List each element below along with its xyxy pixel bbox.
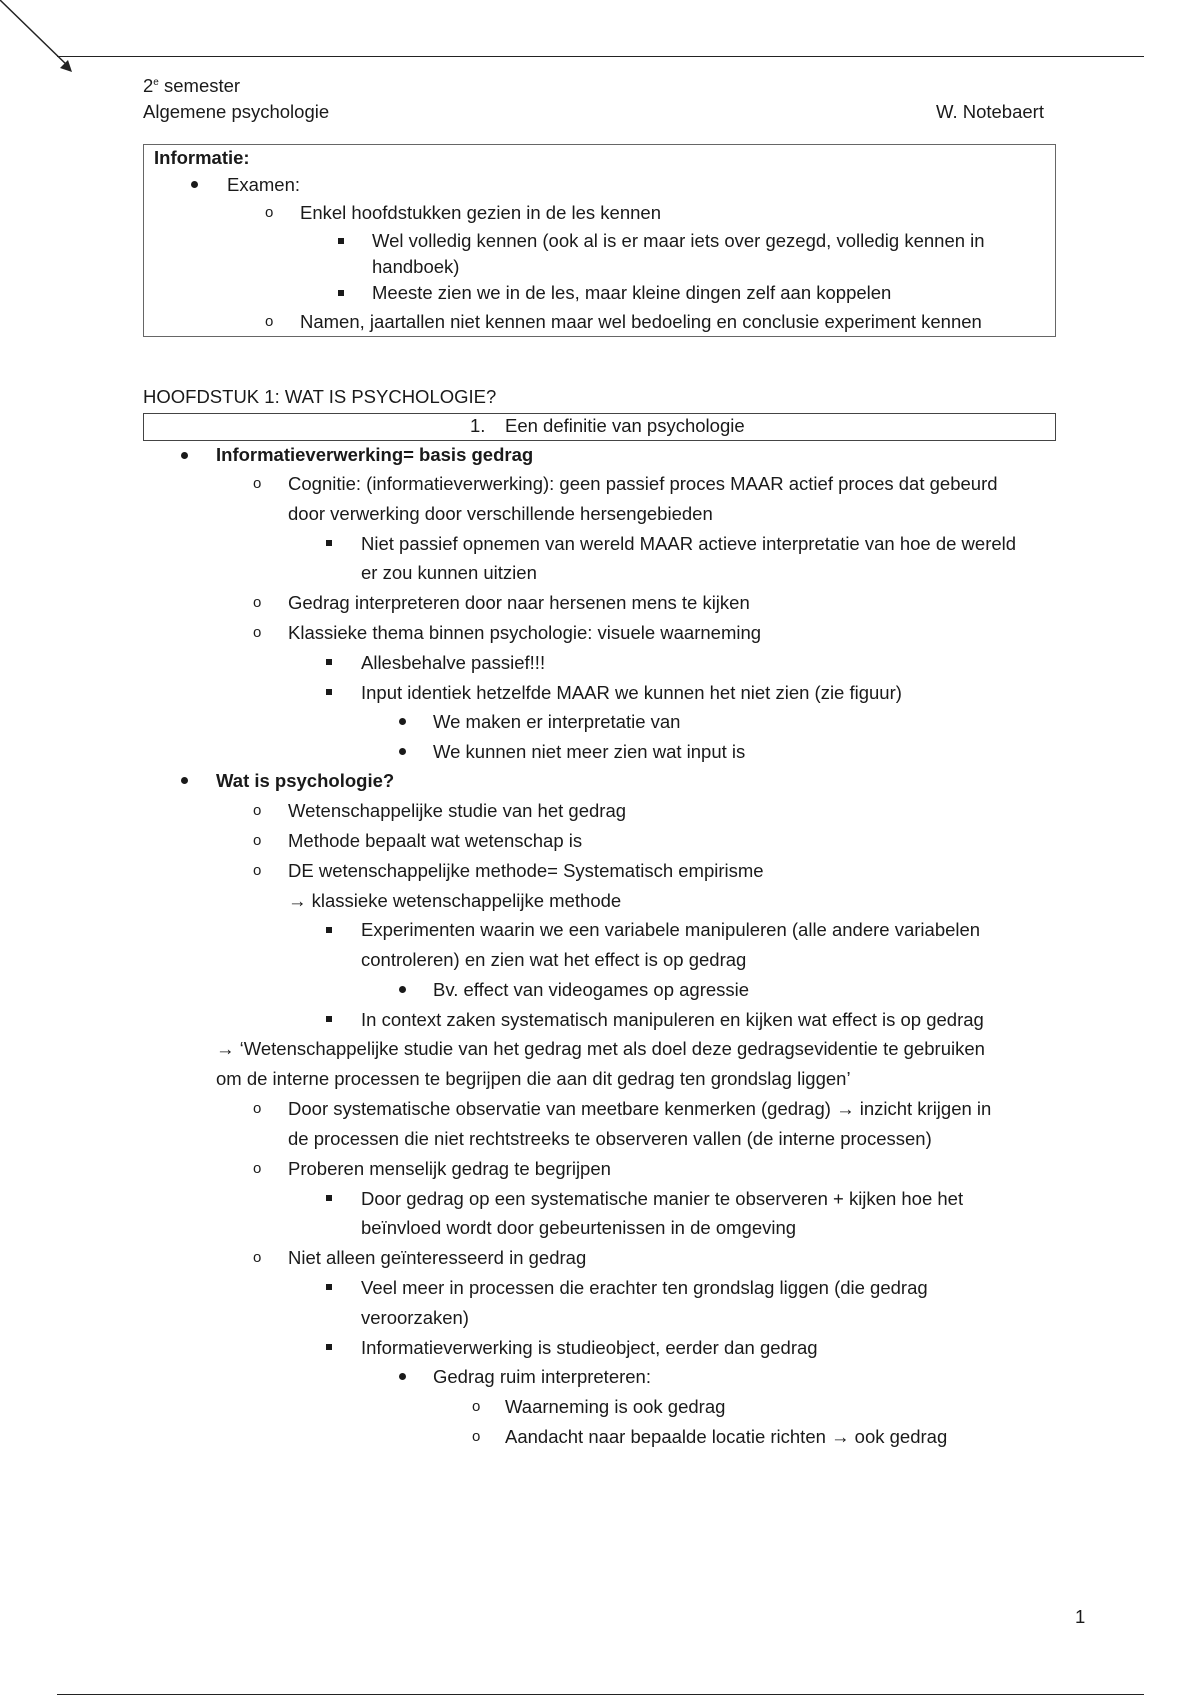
bullet-circle: o	[253, 1100, 262, 1117]
quote-line: → ‘Wetenschappelijke studie van het gedrag met als doel deze gedragsevidentie te gebruiken	[216, 1038, 985, 1059]
bullet-circle: o	[253, 862, 262, 879]
info-line: Enkel hoofdstukken gezien in de les kennen	[300, 202, 662, 223]
bullet-circle: o	[253, 475, 262, 492]
body-line: Niet passief opnemen van wereld MAAR actieve interpretatie van hoe de wereld	[361, 533, 1017, 554]
body-line: We kunnen niet meer zien wat input is	[433, 741, 746, 762]
corner-arrow-icon	[0, 0, 80, 80]
body-line: Bv. effect van videogames op agressie	[433, 979, 750, 1000]
info-line: Wel volledig kennen (ook al is er maar iets over gezegd, volledig kennen in	[372, 230, 985, 251]
bullet-dot	[399, 718, 406, 725]
body-line: Niet alleen geïnteresseerd in gedrag	[288, 1247, 587, 1268]
body-line: Door systematische observatie van meetbare kenmerken (gedrag) → inzicht krijgen in	[288, 1098, 992, 1119]
bullet-circle: o	[253, 1249, 262, 1266]
bullet-square	[326, 659, 332, 665]
bullet-square	[326, 927, 332, 933]
info-line: handboek)	[372, 256, 460, 277]
bullet-circle: o	[253, 594, 262, 611]
body-line: Input identiek hetzelfde MAAR we kunnen het niet zien (zie figuur)	[361, 682, 902, 703]
body-line: Wetenschappelijke studie van het gedrag	[288, 800, 627, 821]
page-number: 1	[1075, 1606, 1086, 1627]
body-line: Klassieke thema binnen psychologie: visuele waarneming	[288, 622, 762, 643]
teacher-name: W. Notebaert	[936, 101, 1044, 122]
body-line: → klassieke wetenschappelijke methode	[288, 890, 622, 911]
body-line: Gedrag interpreteren door naar hersenen mens te kijken	[288, 592, 750, 613]
info-line: Examen:	[227, 174, 301, 195]
bullet-dot	[399, 748, 406, 755]
bullet-square	[338, 238, 344, 244]
heading-bullet: Informatieverwerking= basis gedrag	[216, 444, 534, 465]
body-line: In context zaken systematisch manipuleren en kijken wat effect is op gedrag	[361, 1009, 984, 1030]
body-line: Gedrag ruim interpreteren:	[433, 1366, 651, 1387]
bullet-circle: o	[253, 802, 262, 819]
body-line: Door gedrag op een systematische manier te observeren + kijken hoe het	[361, 1188, 964, 1209]
bullet-dot	[399, 986, 406, 993]
quote-line: om de interne processen te begrijpen die aan dit gedrag ten grondslag liggen’	[216, 1068, 851, 1089]
body-line: controleren) en zien wat het effect is op gedrag	[361, 949, 747, 970]
body-line: Methode bepaalt wat wetenschap is	[288, 830, 583, 851]
bullet-circle: o	[265, 313, 274, 330]
body-line: door verwerking door verschillende hersengebieden	[288, 503, 713, 524]
bullet-circle: o	[472, 1398, 481, 1415]
body-line: Proberen menselijk gedrag te begrijpen	[288, 1158, 611, 1179]
body-line: Allesbehalve passief!!!	[361, 652, 546, 673]
course-title: Algemene psychologie	[143, 101, 330, 122]
bullet-circle: o	[253, 1160, 262, 1177]
bullet-square	[326, 689, 332, 695]
bullet-circle: o	[265, 204, 274, 221]
bullet-dot	[399, 1373, 406, 1380]
info-title: Informatie:	[154, 147, 250, 168]
body-line: We maken er interpretatie van	[433, 711, 681, 732]
footer-rule	[57, 1694, 1144, 1695]
bullet-square	[326, 1344, 332, 1350]
bullet-square	[326, 1284, 332, 1290]
bullet-square	[338, 290, 344, 296]
info-line: Namen, jaartallen niet kennen maar wel bedoeling en conclusie experiment kennen	[300, 311, 982, 332]
bullet-circle: o	[253, 832, 262, 849]
semester-label: 2e semester	[143, 75, 241, 96]
body-line: Veel meer in processen die erachter ten grondslag liggen (die gedrag	[361, 1277, 928, 1298]
body-line: de processen die niet rechtstreeks te observeren vallen (de interne processen)	[288, 1128, 932, 1149]
bullet-square	[326, 1195, 332, 1201]
bullet-square	[326, 540, 332, 546]
header-rule	[57, 56, 1144, 57]
section-title: Een definitie van psychologie	[505, 415, 745, 436]
bullet-square	[326, 1016, 332, 1022]
body-line: Cognitie: (informatieverwerking): geen passief proces MAAR actief proces dat gebeurd	[288, 473, 998, 494]
body-line: veroorzaken)	[361, 1307, 469, 1328]
body-line: Informatieverwerking is studieobject, eerder dan gedrag	[361, 1337, 818, 1358]
body-line: DE wetenschappelijke methode= Systematisch empirisme	[288, 860, 764, 881]
bullet-circle: o	[472, 1428, 481, 1445]
body-line: beïnvloed wordt door gebeurtenissen in de omgeving	[361, 1217, 797, 1238]
info-line: Meeste zien we in de les, maar kleine dingen zelf aan koppelen	[372, 282, 892, 303]
bullet-dot	[181, 777, 188, 784]
bullet-circle: o	[253, 624, 262, 641]
body-line: Experimenten waarin we een variabele manipuleren (alle andere variabelen	[361, 919, 981, 940]
body-line: Aandacht naar bepaalde locatie richten → ook gedrag	[505, 1426, 948, 1447]
bullet-dot	[181, 452, 188, 459]
body-line: er zou kunnen uitzien	[361, 562, 537, 583]
bullet-dot	[191, 181, 198, 188]
body-line: Waarneming is ook gedrag	[505, 1396, 726, 1417]
heading-bullet: Wat is psychologie?	[216, 770, 395, 791]
chapter-title: HOOFDSTUK 1: WAT IS PSYCHOLOGIE?	[143, 386, 497, 407]
section-number: 1.	[470, 415, 486, 436]
